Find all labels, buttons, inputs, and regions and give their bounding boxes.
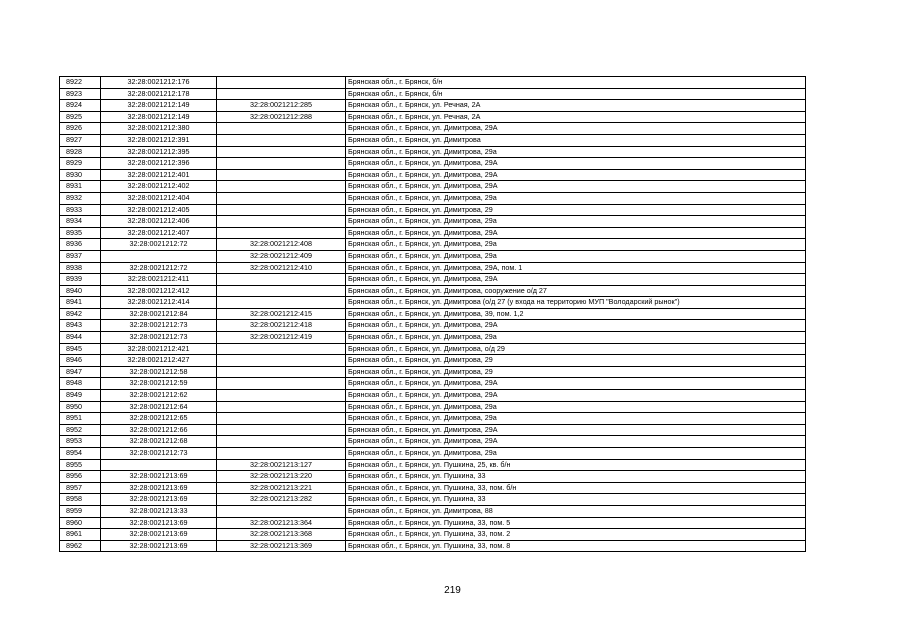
cell-address: Брянская обл., г. Брянск, ул. Димитрова, 29а	[346, 192, 806, 204]
cell-row-number: 8952	[60, 424, 101, 436]
cell-row-number: 8960	[60, 517, 101, 529]
cell-address: Брянская обл., г. Брянск, ул. Димитрова, 29	[346, 355, 806, 367]
cell-cadastral-number: 32:28:0021212:411	[101, 274, 217, 286]
cell-cadastral-number: 32:28:0021212:59	[101, 378, 217, 390]
cell-address: Брянская обл., г. Брянск, ул. Димитрова, 29А	[346, 158, 806, 170]
cell-address: Брянская обл., г. Брянск, ул. Пушкина, 33	[346, 494, 806, 506]
cell-cadastral-number: 32:28:0021213:69	[101, 540, 217, 552]
cell-address: Брянская обл., г. Брянск, ул. Димитрова	[346, 134, 806, 146]
cell-row-number: 8956	[60, 471, 101, 483]
table-row	[60, 123, 806, 135]
cell-row-number: 8943	[60, 320, 101, 332]
cell-object-cadastral-number: 32:28:0021213:221	[217, 482, 346, 494]
cell-address: Брянская обл., г. Брянск, ул. Димитрова, 29А	[346, 390, 806, 402]
cell-cadastral-number: 32:28:0021212:391	[101, 134, 217, 146]
cell-cadastral-number: 32:28:0021212:72	[101, 239, 217, 251]
cell-address: Брянская обл., г. Брянск, ул. Димитрова, 29А	[346, 181, 806, 193]
cell-row-number: 8950	[60, 401, 101, 413]
cell-address: Брянская обл., г. Брянск, ул. Пушкина, 33, пом. б/н	[346, 482, 806, 494]
cell-object-cadastral-number	[217, 123, 346, 135]
cell-cadastral-number: 32:28:0021212:73	[101, 320, 217, 332]
cell-object-cadastral-number: 32:28:0021212:408	[217, 239, 346, 251]
table-row	[60, 216, 806, 228]
cell-object-cadastral-number: 32:28:0021213:369	[217, 540, 346, 552]
table-row	[60, 436, 806, 448]
table-row	[60, 250, 806, 262]
cell-row-number: 8939	[60, 274, 101, 286]
table-row	[60, 448, 806, 460]
table-row	[60, 517, 806, 529]
cell-object-cadastral-number	[217, 169, 346, 181]
table-row	[60, 471, 806, 483]
cell-cadastral-number: 32:28:0021212:406	[101, 216, 217, 228]
cell-object-cadastral-number	[217, 378, 346, 390]
cell-cadastral-number: 32:28:0021212:395	[101, 146, 217, 158]
cell-address: Брянская обл., г. Брянск, ул. Речная, 2А	[346, 111, 806, 123]
cell-object-cadastral-number: 32:28:0021212:419	[217, 332, 346, 344]
cell-cadastral-number	[101, 459, 217, 471]
table-row	[60, 482, 806, 494]
cell-object-cadastral-number: 32:28:0021213:127	[217, 459, 346, 471]
cell-row-number: 8958	[60, 494, 101, 506]
cell-address: Брянская обл., г. Брянск, ул. Димитрова, 29а	[346, 401, 806, 413]
cell-row-number: 8944	[60, 332, 101, 344]
cell-object-cadastral-number: 32:28:0021212:409	[217, 250, 346, 262]
cell-object-cadastral-number	[217, 355, 346, 367]
cell-cadastral-number: 32:28:0021212:68	[101, 436, 217, 448]
cell-object-cadastral-number	[217, 204, 346, 216]
cell-row-number: 8925	[60, 111, 101, 123]
cell-address: Брянская обл., г. Брянск, ул. Димитрова, 29а	[346, 413, 806, 425]
cell-cadastral-number: 32:28:0021212:402	[101, 181, 217, 193]
cell-row-number: 8962	[60, 540, 101, 552]
cell-object-cadastral-number	[217, 88, 346, 100]
cell-cadastral-number: 32:28:0021212:149	[101, 100, 217, 112]
cell-cadastral-number: 32:28:0021213:69	[101, 482, 217, 494]
table-row	[60, 204, 806, 216]
cell-cadastral-number: 32:28:0021212:72	[101, 262, 217, 274]
cell-object-cadastral-number	[217, 413, 346, 425]
cell-row-number: 8947	[60, 366, 101, 378]
cell-row-number: 8930	[60, 169, 101, 181]
table-row	[60, 77, 806, 89]
cell-row-number: 8959	[60, 505, 101, 517]
cell-cadastral-number: 32:28:0021212:405	[101, 204, 217, 216]
cell-address: Брянская обл., г. Брянск, ул. Димитрова, 29А	[346, 123, 806, 135]
table-row	[60, 285, 806, 297]
table-row	[60, 540, 806, 552]
table-row	[60, 320, 806, 332]
cell-row-number: 8954	[60, 448, 101, 460]
cell-row-number: 8949	[60, 390, 101, 402]
cell-cadastral-number: 32:28:0021213:69	[101, 494, 217, 506]
cell-address: Брянская обл., г. Брянск, ул. Димитрова, 29А	[346, 320, 806, 332]
cell-address: Брянская обл., г. Брянск, ул. Димитрова, 29А	[346, 378, 806, 390]
table-row	[60, 100, 806, 112]
cell-cadastral-number: 32:28:0021212:84	[101, 308, 217, 320]
cell-address: Брянская обл., г. Брянск, ул. Димитрова, 88	[346, 505, 806, 517]
cell-row-number: 8941	[60, 297, 101, 309]
cell-address: Брянская обл., г. Брянск, ул. Димитрова, 29А	[346, 169, 806, 181]
table-row	[60, 366, 806, 378]
cell-object-cadastral-number	[217, 366, 346, 378]
cell-address: Брянская обл., г. Брянск, ул. Димитрова (о/д 27 (у входа на территорию МУП "Володарский рынок")	[346, 297, 806, 309]
cell-row-number: 8924	[60, 100, 101, 112]
table-row	[60, 146, 806, 158]
cell-address: Брянская обл., г. Брянск, ул. Пушкина, 33	[346, 471, 806, 483]
cell-object-cadastral-number	[217, 390, 346, 402]
cell-cadastral-number: 32:28:0021213:33	[101, 505, 217, 517]
cell-cadastral-number	[101, 250, 217, 262]
cell-row-number: 8929	[60, 158, 101, 170]
table-row	[60, 111, 806, 123]
cell-row-number: 8923	[60, 88, 101, 100]
cell-object-cadastral-number: 32:28:0021213:368	[217, 529, 346, 541]
table-row	[60, 158, 806, 170]
table-row	[60, 169, 806, 181]
cell-object-cadastral-number: 32:28:0021213:282	[217, 494, 346, 506]
cell-row-number: 8948	[60, 378, 101, 390]
cell-row-number: 8946	[60, 355, 101, 367]
cell-row-number: 8932	[60, 192, 101, 204]
cell-row-number: 8955	[60, 459, 101, 471]
cell-row-number: 8951	[60, 413, 101, 425]
cell-object-cadastral-number	[217, 343, 346, 355]
cell-address: Брянская обл., г. Брянск, ул. Димитрова, 29а	[346, 239, 806, 251]
cell-address: Брянская обл., г. Брянск, ул. Димитрова, 29А	[346, 436, 806, 448]
cell-object-cadastral-number: 32:28:0021213:364	[217, 517, 346, 529]
registry-table-body	[60, 77, 806, 552]
cell-cadastral-number: 32:28:0021212:58	[101, 366, 217, 378]
cell-cadastral-number: 32:28:0021212:414	[101, 297, 217, 309]
table-row	[60, 413, 806, 425]
cell-address: Брянская обл., г. Брянск, ул. Пушкина, 33, пом. 8	[346, 540, 806, 552]
cell-cadastral-number: 32:28:0021212:407	[101, 227, 217, 239]
cell-cadastral-number: 32:28:0021212:64	[101, 401, 217, 413]
cell-row-number: 8922	[60, 77, 101, 89]
cell-cadastral-number: 32:28:0021212:73	[101, 332, 217, 344]
cell-object-cadastral-number	[217, 158, 346, 170]
cell-object-cadastral-number	[217, 297, 346, 309]
table-row	[60, 227, 806, 239]
cell-address: Брянская обл., г. Брянск, ул. Димитрова, 29А	[346, 424, 806, 436]
cell-address: Брянская обл., г. Брянск, б/н	[346, 77, 806, 89]
cell-cadastral-number: 32:28:0021212:380	[101, 123, 217, 135]
table-row	[60, 505, 806, 517]
cell-object-cadastral-number	[217, 181, 346, 193]
cell-object-cadastral-number	[217, 401, 346, 413]
cell-row-number: 8933	[60, 204, 101, 216]
table-row	[60, 308, 806, 320]
cell-row-number: 8961	[60, 529, 101, 541]
table-row	[60, 262, 806, 274]
cell-cadastral-number: 32:28:0021212:412	[101, 285, 217, 297]
cell-row-number: 8938	[60, 262, 101, 274]
page-number: 219	[444, 585, 461, 596]
cell-object-cadastral-number: 32:28:0021212:410	[217, 262, 346, 274]
table-row	[60, 378, 806, 390]
table-row	[60, 192, 806, 204]
cell-address: Брянская обл., г. Брянск, ул. Димитрова, 29А	[346, 274, 806, 286]
cell-object-cadastral-number	[217, 227, 346, 239]
cell-row-number: 8927	[60, 134, 101, 146]
cell-row-number: 8926	[60, 123, 101, 135]
cell-row-number: 8937	[60, 250, 101, 262]
cell-cadastral-number: 32:28:0021212:73	[101, 448, 217, 460]
table-row	[60, 134, 806, 146]
cell-address: Брянская обл., г. Брянск, ул. Речная, 2А	[346, 100, 806, 112]
cell-address: Брянская обл., г. Брянск, ул. Димитрова, сооружение о/д 27	[346, 285, 806, 297]
table-row	[60, 297, 806, 309]
cell-row-number: 8928	[60, 146, 101, 158]
cell-cadastral-number: 32:28:0021212:65	[101, 413, 217, 425]
table-row	[60, 529, 806, 541]
cell-address: Брянская обл., г. Брянск, ул. Димитрова, 39, пом. 1,2	[346, 308, 806, 320]
cell-address: Брянская обл., г. Брянск, ул. Димитрова, 29а	[346, 216, 806, 228]
table-row	[60, 88, 806, 100]
cell-object-cadastral-number	[217, 424, 346, 436]
cell-address: Брянская обл., г. Брянск, ул. Димитрова, 29а	[346, 448, 806, 460]
table-row	[60, 390, 806, 402]
table-row	[60, 401, 806, 413]
cell-address: Брянская обл., г. Брянск, ул. Пушкина, 33, пом. 5	[346, 517, 806, 529]
cell-cadastral-number: 32:28:0021213:69	[101, 471, 217, 483]
cell-object-cadastral-number	[217, 436, 346, 448]
cell-object-cadastral-number	[217, 77, 346, 89]
cell-row-number: 8957	[60, 482, 101, 494]
cell-cadastral-number: 32:28:0021212:176	[101, 77, 217, 89]
table-row	[60, 459, 806, 471]
cell-object-cadastral-number	[217, 216, 346, 228]
cell-cadastral-number: 32:28:0021212:404	[101, 192, 217, 204]
cell-address: Брянская обл., г. Брянск, ул. Пушкина, 33, пом. 2	[346, 529, 806, 541]
cell-row-number: 8940	[60, 285, 101, 297]
cell-address: Брянская обл., г. Брянск, ул. Димитрова, 29а	[346, 146, 806, 158]
table-row	[60, 181, 806, 193]
cell-cadastral-number: 32:28:0021212:66	[101, 424, 217, 436]
cell-object-cadastral-number: 32:28:0021212:415	[217, 308, 346, 320]
cell-row-number: 8942	[60, 308, 101, 320]
registry-table	[59, 76, 806, 552]
table-row	[60, 424, 806, 436]
cell-object-cadastral-number: 32:28:0021213:220	[217, 471, 346, 483]
cell-object-cadastral-number	[217, 448, 346, 460]
cell-address: Брянская обл., г. Брянск, ул. Пушкина, 25, кв. б/н	[346, 459, 806, 471]
cell-object-cadastral-number	[217, 146, 346, 158]
cell-address: Брянская обл., г. Брянск, ул. Димитрова, 29А	[346, 227, 806, 239]
table-row	[60, 274, 806, 286]
cell-cadastral-number: 32:28:0021212:396	[101, 158, 217, 170]
cell-address: Брянская обл., г. Брянск, ул. Димитрова, 29а	[346, 332, 806, 344]
cell-object-cadastral-number	[217, 285, 346, 297]
cell-row-number: 8934	[60, 216, 101, 228]
cell-cadastral-number: 32:28:0021212:421	[101, 343, 217, 355]
cell-object-cadastral-number	[217, 192, 346, 204]
cell-row-number: 8936	[60, 239, 101, 251]
cell-cadastral-number: 32:28:0021212:62	[101, 390, 217, 402]
cell-row-number: 8945	[60, 343, 101, 355]
cell-row-number: 8953	[60, 436, 101, 448]
cell-address: Брянская обл., г. Брянск, ул. Димитрова, 29а	[346, 250, 806, 262]
cell-row-number: 8935	[60, 227, 101, 239]
cell-cadastral-number: 32:28:0021213:69	[101, 517, 217, 529]
table-row	[60, 494, 806, 506]
table-row	[60, 332, 806, 344]
cell-object-cadastral-number	[217, 134, 346, 146]
cell-cadastral-number: 32:28:0021212:178	[101, 88, 217, 100]
cell-cadastral-number: 32:28:0021212:401	[101, 169, 217, 181]
cell-object-cadastral-number	[217, 505, 346, 517]
cell-row-number: 8931	[60, 181, 101, 193]
table-row	[60, 239, 806, 251]
cell-address: Брянская обл., г. Брянск, ул. Димитрова, 29А, пом. 1	[346, 262, 806, 274]
cell-address: Брянская обл., г. Брянск, б/н	[346, 88, 806, 100]
cell-cadastral-number: 32:28:0021213:69	[101, 529, 217, 541]
cell-object-cadastral-number	[217, 274, 346, 286]
table-row	[60, 343, 806, 355]
cell-cadastral-number: 32:28:0021212:149	[101, 111, 217, 123]
cell-address: Брянская обл., г. Брянск, ул. Димитрова, 29	[346, 204, 806, 216]
table-row	[60, 355, 806, 367]
cell-object-cadastral-number: 32:28:0021212:285	[217, 100, 346, 112]
cell-object-cadastral-number: 32:28:0021212:288	[217, 111, 346, 123]
cell-object-cadastral-number: 32:28:0021212:418	[217, 320, 346, 332]
cell-address: Брянская обл., г. Брянск, ул. Димитрова, 29	[346, 366, 806, 378]
cell-cadastral-number: 32:28:0021212:427	[101, 355, 217, 367]
cell-address: Брянская обл., г. Брянск, ул. Димитрова, о/д 29	[346, 343, 806, 355]
